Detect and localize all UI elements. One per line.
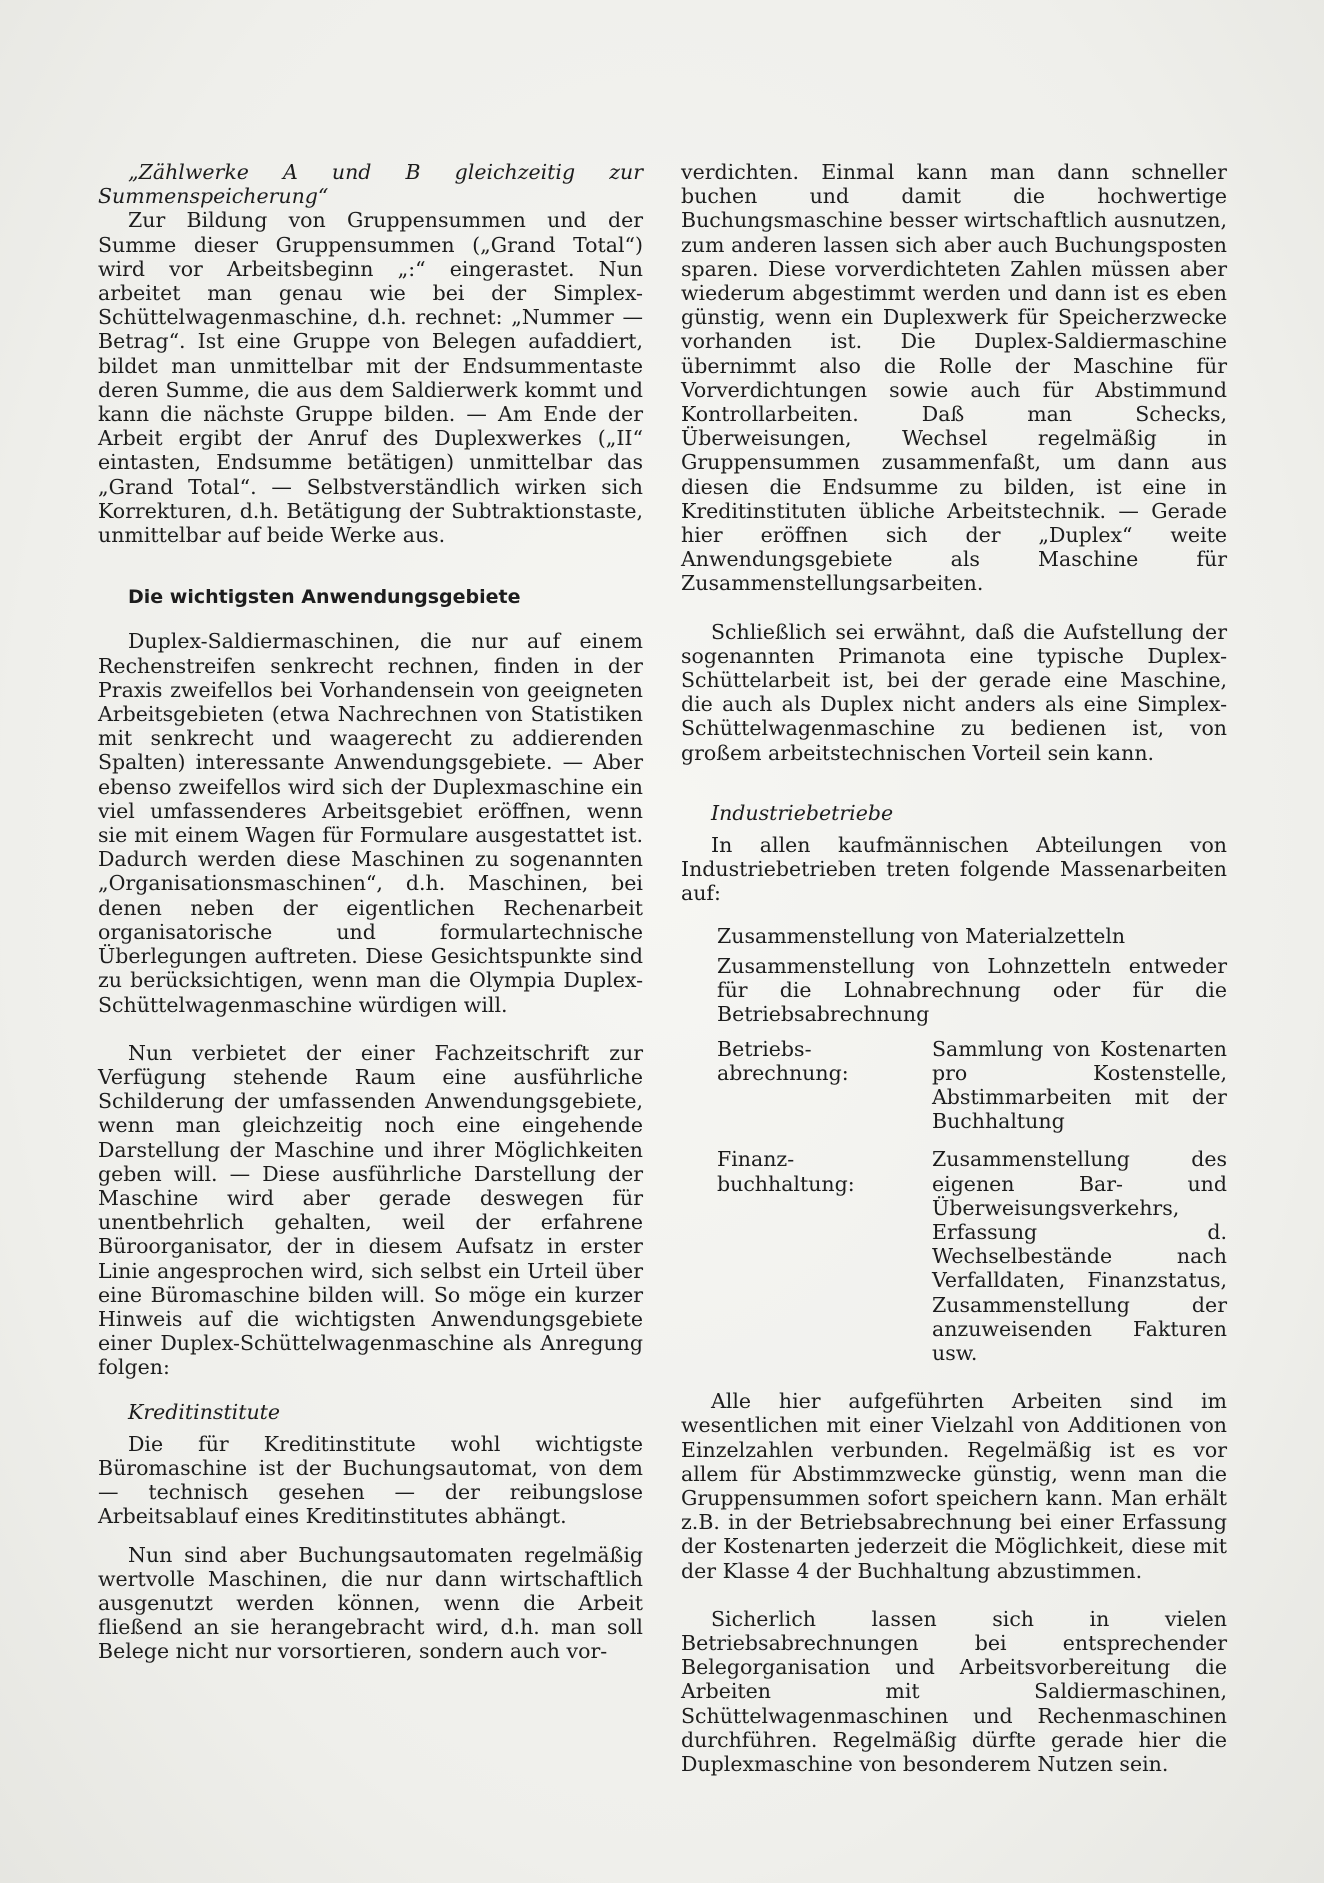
left-column <box>98 160 643 1664</box>
paragraph: Sicherlich lassen sich in vielen Betriebsabrechnungen bei entsprechender Belegorganisation und Arbeitsvorbereitung die Arbeiten mit Saldiermaschinen, Schüttelwagenmaschinen und Rechenmaschinen durchführen. Regelmäßig dürfte gerade hier die Duplexmaschine von besonderem Nutzen sein. <box>681 1606 1227 1776</box>
work-list <box>717 924 1227 1027</box>
list-item: Zusammenstellung von Lohnzetteln entweder für die Lohnabrechnung oder für die Betriebsabrechnung <box>717 953 1227 1027</box>
paragraph: Nun verbietet der einer Fachzeitschrift zur Verfügung stehende Raum eine ausführliche Schilderung der umfassenden Anwendungsgebiete, wenn man gleichzeitig noch eine eingehende Darstellung der Maschine und ihrer Möglichkeiten geben will. — Diese ausführliche Darstellung der Maschine wird aber gerade deswegen für unentbehrlich gehalten, weil der erfahrene Büroorganisator, der in diesem Aufsatz in erster Linie angesprochen wird, sich selbst ein Urteil über eine Büromaschine bilden will. So möge ein kurzer Hinweis auf die wichtigsten Anwendungsgebiete einer Duplex-Schüttelwagenmaschine als Anregung folgen: <box>98 1040 643 1380</box>
paragraph: Duplex-Saldiermaschinen, die nur auf einem Rechenstreifen senkrecht rechnen, finden in der Praxis zweifellos bei Vorhandensein von geeigneten Arbeitsgebieten (etwa Nachrechnen von Statistiken mit senkrecht und waagerecht zu addierenden Spalten) interessante Anwendungsgebiete. — Aber ebenso zweifellos wird sich der Duplexmaschine ein viel umfassenderes Arbeitsgebiet eröffnen, wenn sie mit einem Wagen für Formulare ausgestattet ist. Dadurch werden diese Maschinen zu sogenannten „Organisationsmaschinen“, d.h. Maschinen, bei denen neben der eigentlichen Rechenarbeit organisatorische und formulartechnische Überlegungen auftreten. Diese Gesichtspunkte sind zu berücksichtigen, wenn man die Olympia Duplex-Schüttelwagenmaschine würdigen will. <box>98 629 643 1017</box>
definition-table <box>717 1037 1227 1366</box>
paragraph: Die für Kreditinstitute wohl wichtigste Büromaschine ist der Buchungsautomat, von dem — technisch gesehen — der reibungslose Arbeitsablauf eines Kreditinstitutes abhängt. <box>98 1431 643 1529</box>
definition-description: Zusammenstellung des eigenen Bar- und Überweisungsverkehrs, Erfassung d. Wechselbestände nach Verfalldaten, Finanzstatus, Zusammenstellung der anzuweisenden Fakturen usw. <box>932 1147 1227 1365</box>
section-heading-anwendungsgebiete: Die wichtigsten Anwendungsgebiete <box>128 586 521 609</box>
paragraph: verdichten. Einmal kann man dann schneller buchen und damit die hochwertige Buchungsmaschine besser wirtschaftlich ausnutzen, zum anderen lassen sich aber auch Buchungsposten sparen. Diese vorverdichteten Zahlen müssen aber wiederum abgestimmt werden und dann ist es eben günstig, wenn ein Duplexwerk für Speicherzwecke vorhanden ist. Die Duplex-Saldiermaschine übernimmt also die Rolle der Maschine für Vorverdichtungen sowie auch für Abstimmund Kontrollarbeiten. Daß man Schecks, Überweisungen, Wechsel regelmäßig in Gruppensummen zusammenfaßt, um dann aus diesen die Endsumme zu bilden, ist eine in Kreditinstituten übliche Arbeitstechnik. — Gerade hier eröffnen sich der „Duplex“ weite Anwendungsgebiete als Maschine für Zusammenstellungsarbeiten. <box>681 160 1227 596</box>
subheading-kreditinstitute: Kreditinstitute <box>128 1399 281 1424</box>
subheading-zaehlwerke: „Zählwerke A und B gleichzeitig zur Summenspeicherung“ <box>98 160 643 209</box>
subheading-industriebetriebe: Industriebetriebe <box>711 800 894 825</box>
paragraph: Schließlich sei erwähnt, daß die Aufstellung der sogenannten Primanota eine typische Duplex-Schüttelarbeit ist, bei der gerade eine Maschine, die auch als Duplex nicht anders als eine Simplex-Schüttelwagenmaschine zu bedienen ist, von großem arbeitstechnischen Vorteil sein kann. <box>681 619 1227 765</box>
definition-term: Finanz- buchhaltung: <box>717 1147 855 1196</box>
list-item: Zusammenstellung von Materialzetteln <box>717 923 1126 948</box>
paragraph: Alle hier aufgeführten Arbeiten sind im wesentlichen mit einer Vielzahl von Additionen von Einzelzahlen verbunden. Regelmäßig ist es vor allem für Abstimmzwecke günstig, wenn man die Gruppensummen sofort speichern kann. Man erhält z.B. in der Betriebsabrechnung bei einer Erfassung der Kostenarten jederzeit die Möglichkeit, diese mit der Klasse 4 der Buchhaltung abzustimmen. <box>681 1389 1227 1583</box>
right-column <box>681 160 1227 1776</box>
paragraph: In allen kaufmännischen Abteilungen von Industriebetrieben treten folgende Massenarbeiten auf: <box>681 833 1227 906</box>
definition-term: Betriebs- abrechnung: <box>717 1036 849 1085</box>
paragraph: Nun sind aber Buchungsautomaten regelmäßig wertvolle Maschinen, die nur dann wirtschaftlich ausgenutzt werden können, wenn die Arbeit fließend an sie herangebracht wird, d.h. man soll Belege nicht nur vorsortieren, sondern auch vor- <box>98 1542 643 1664</box>
paragraph: Zur Bildung von Gruppensummen und der Summe dieser Gruppensummen („Grand Total“) wird vor Arbeitsbeginn „:“ eingerastet. Nun arbeitet man genau wie bei der Simplex-Schüttelwagenmaschine, d.h. rechnet: „Nummer — Betrag“. Ist eine Gruppe von Belegen aufaddiert, bildet man unmittelbar mit der Endsummentaste deren Summe, die aus dem Saldierwerk kommt und kann die nächste Gruppe bilden. — Am Ende der Arbeit ergibt der Anruf des Duplexwerkes („II“ eintasten, Endsumme betätigen) unmittelbar das „Grand Total“. — Selbstverständlich wirken sich Korrekturen, d.h. Betätigung der Subtraktionstaste, unmittelbar auf beide Werke aus. <box>98 208 643 548</box>
definition-description: Sammlung von Kostenarten pro Kostenstelle, Abstimmarbeiten mit der Buchhaltung <box>932 1036 1227 1134</box>
